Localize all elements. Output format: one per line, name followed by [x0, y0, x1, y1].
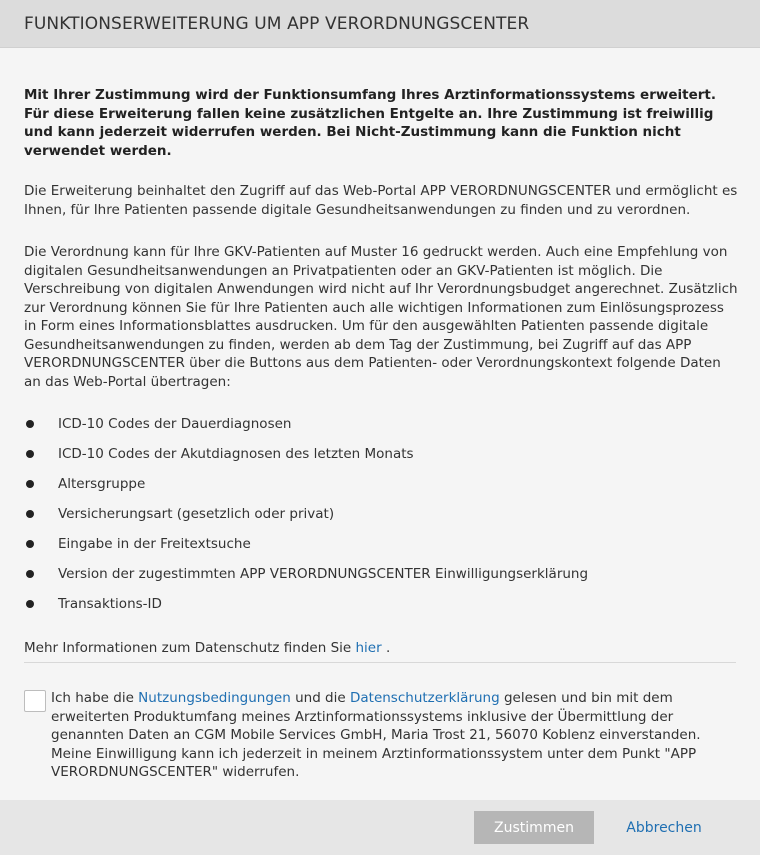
bullet-icon: [26, 480, 34, 488]
dialog-title: FUNKTIONSERWEITERUNG UM APP VERORDNUNGSCENTER: [24, 14, 530, 34]
bullet-icon: [26, 420, 34, 428]
list-item-label: ICD-10 Codes der Akutdiagnosen des letzten Monats: [58, 446, 414, 462]
list-item: [24, 535, 738, 565]
bullet-icon: [26, 600, 34, 608]
privacy-prefix: Mehr Informationen zum Datenschutz finden Sie: [24, 640, 356, 656]
terms-of-use-link[interactable]: Nutzungsbedingungen: [138, 690, 291, 706]
list-item: [24, 505, 738, 535]
privacy-suffix: .: [381, 640, 391, 656]
bullet-icon: [26, 540, 34, 548]
consent-text-2: und die: [290, 690, 350, 706]
list-item-label: ICD-10 Codes der Dauerdiagnosen: [58, 416, 292, 432]
list-item: [24, 445, 738, 475]
list-item-label: Transaktions-ID: [58, 596, 162, 612]
description-paragraph-1: Die Erweiterung beinhaltet den Zugriff auf das Web-Portal APP VERORDNUNGSCENTER und ermöglicht es Ihnen, für Ihre Patienten passende digitale Gesundheitsanwendungen zu finden und zu verordnen.: [24, 183, 738, 218]
cancel-button[interactable]: Abbrechen: [618, 811, 710, 844]
list-item-label: Altersgruppe: [58, 476, 146, 492]
bullet-icon: [26, 510, 34, 518]
bullet-icon: [26, 450, 34, 458]
agree-button[interactable]: Zustimmen: [474, 811, 594, 844]
list-item-label: Versicherungsart (gesetzlich oder privat): [58, 506, 335, 522]
dialog-content: [24, 86, 738, 658]
list-item-label: Version der zugestimmten APP VERORDNUNGSCENTER Einwilligungserklärung: [58, 566, 589, 582]
dialog-footer: [0, 800, 760, 855]
transferred-data-list: [24, 415, 738, 625]
list-item: [24, 565, 738, 595]
consent-text: [51, 689, 736, 782]
list-item: [24, 595, 738, 625]
privacy-here-link[interactable]: hier: [355, 640, 382, 656]
consent-text-1: Ich habe die: [51, 690, 139, 706]
dialog-header: [0, 0, 760, 48]
intro-text: Mit Ihrer Zustimmung wird der Funktionsumfang Ihres Arztinformationssystems erweitert. Für diese Erweiterung fallen keine zusätzlichen Entgelte an. Ihre Zustimmung ist freiwillig und kann jederzeit widerrufen werden. Bei Nicht-Zustimmung kann die Funktion nicht verwendet werden.: [24, 87, 716, 159]
privacy-policy-link[interactable]: Datenschutzerklärung: [349, 690, 500, 706]
consent-checkbox[interactable]: [24, 690, 46, 712]
consent-text-3: gelesen und bin mit dem erweiterten Produktumfang meines Arztinformationssystems inklusive der Übermittlung der genannten Daten an CGM Mobile Services GmbH, Maria Trost 21, 56070 Koblenz einverstanden. Meine Einwilligung kann ich jederzeit in meinem Arztinformationssystem unter dem Punkt "APP VERORDNUNGSCENTER" widerrufen.: [51, 690, 701, 780]
privacy-info: [24, 639, 738, 658]
divider: [24, 662, 736, 663]
description-paragraph-2: Die Verordnung kann für Ihre GKV-Patienten auf Muster 16 gedruckt werden. Auch eine Empfehlung von digitalen Gesundheitsanwendungen an Privatpatienten oder an GKV-Patienten ist möglich. Die Verschreibung von digitalen Anwendungen wird nicht auf Ihr Verordnungsbudget angerechnet. Zusätzlich zur Verordnung können Sie für Ihre Patienten auch alle wichtigen Informationen zum Einlösungsprozess in Form eines Informationsblattes ausdrucken. Um für den ausgewählten Patienten passende digitale Gesundheitsanwendungen zu finden, werden ab dem Tag der Zustimmung, bei Zugriff auf das APP VERORDNUNGSCENTER über die Buttons aus dem Patienten- oder Verordnungskontext folgende Daten an das Web-Portal übertragen:: [24, 244, 738, 390]
list-item: [24, 475, 738, 505]
list-item-label: Eingabe in der Freitextsuche: [58, 536, 251, 552]
list-item: [24, 415, 738, 445]
bullet-icon: [26, 570, 34, 578]
